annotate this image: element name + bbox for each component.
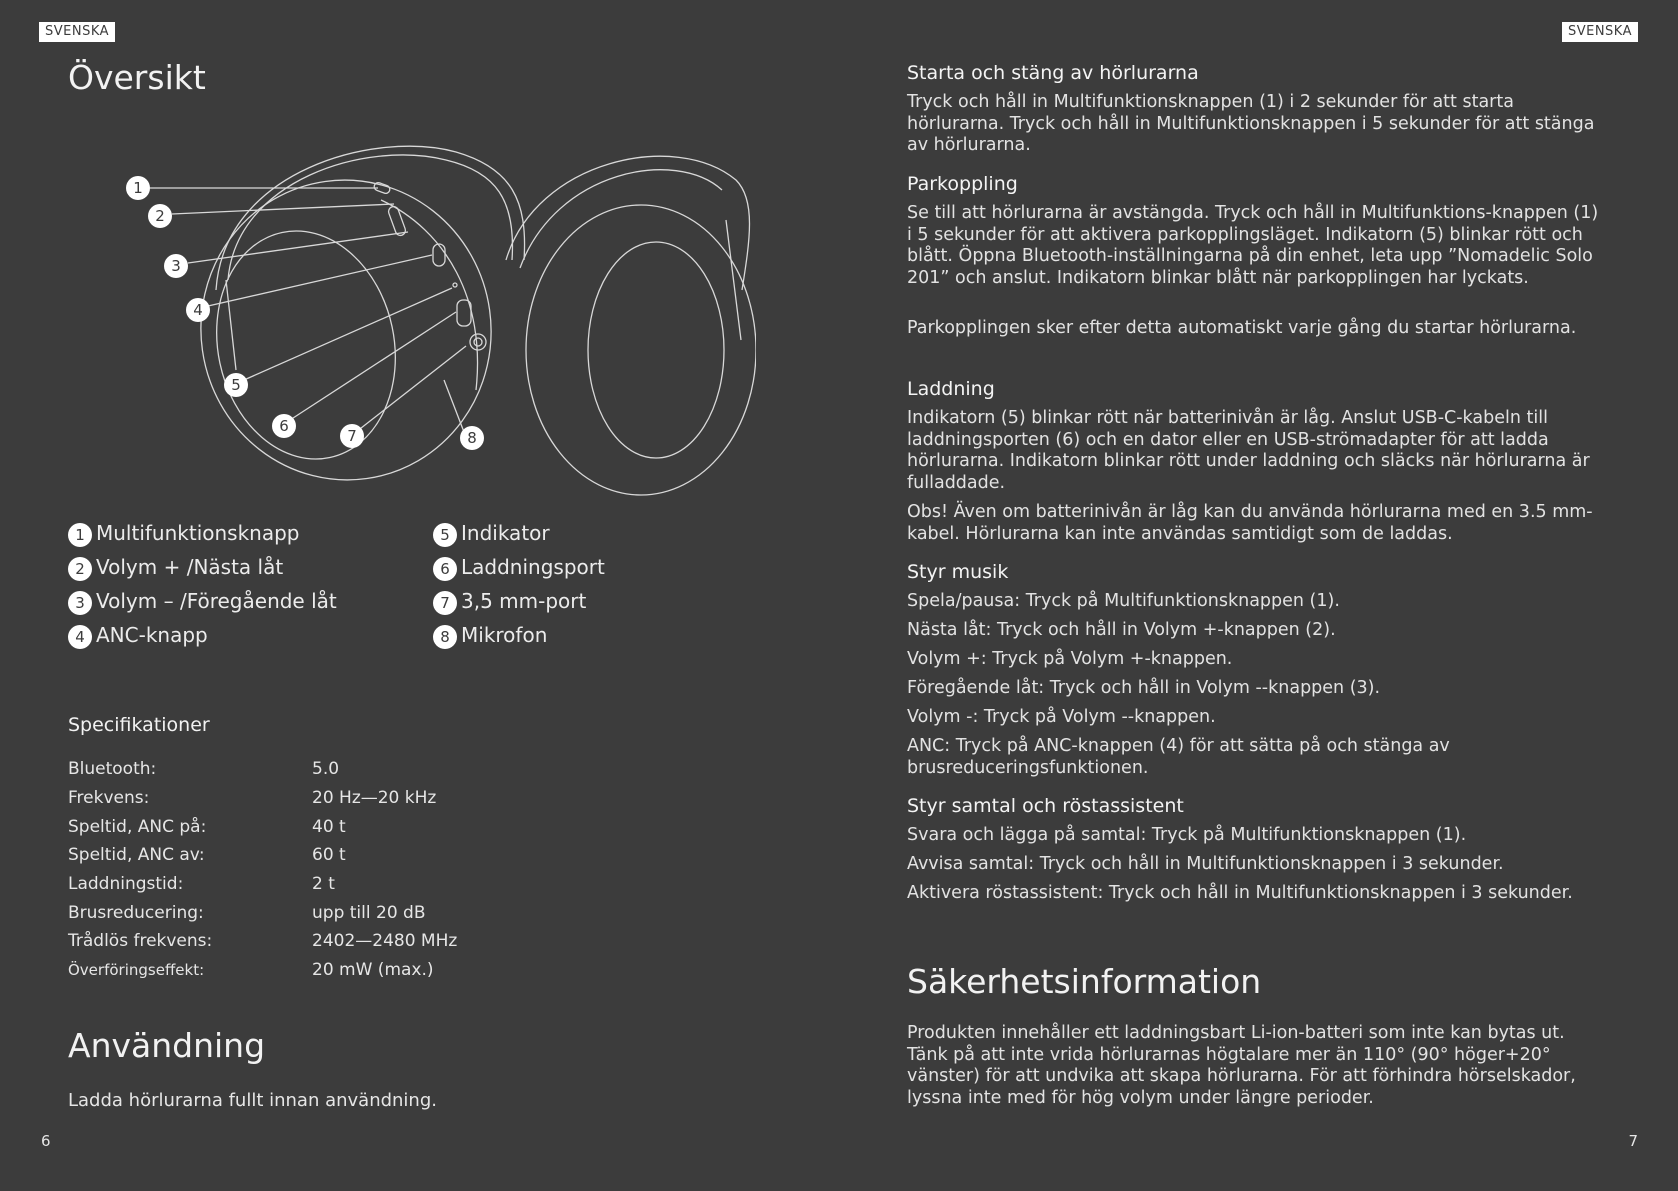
spec-key: Speltid, ANC på: (68, 817, 207, 837)
spec-key: Trådlös frekvens: (68, 931, 213, 951)
paragraph: Obs! Även om batterinivån är låg kan du använda hörlurarna med en 3.5 mm-kabel. Hörlurarna kan inte användas samtidigt som de laddas. (907, 502, 1593, 544)
paragraph: Volym +: Tryck på Volym +-knappen. (907, 649, 1233, 669)
paragraph: Tryck och håll in Multifunktionsknappen (1) i 2 sekunder för att starta hörlurarna. Tryck och håll in Multifunktionsknappen i 5 sekunder för att stänga av hörlurarna. (907, 92, 1595, 155)
overview-title: Översikt (68, 58, 206, 97)
legend-number: 7 (433, 591, 457, 615)
legend-number: 4 (68, 625, 92, 649)
legend-label: 3,5 mm-port (461, 589, 587, 613)
safety-title: Säkerhetsinformation (907, 962, 1262, 1001)
callout-markers (126, 176, 484, 450)
callout-3 (164, 254, 188, 278)
section-title-calls: Styr samtal och röstassistent (907, 795, 1184, 817)
legend-number: 1 (68, 523, 92, 547)
usage-text: Ladda hörlurarna fullt innan användning. (68, 1090, 437, 1111)
spec-value: 2 t (312, 874, 335, 894)
legend-item (433, 622, 547, 648)
legend-label: Multifunktionsknapp (96, 521, 300, 545)
paragraph: Spela/pausa: Tryck på Multifunktionsknappen (1). (907, 591, 1340, 611)
paragraph: Svara och lägga på samtal: Tryck på Multifunktionsknappen (1). (907, 825, 1467, 845)
page-number-left: 6 (41, 1132, 51, 1150)
right-page (907, 0, 1607, 1191)
spec-value: 20 Hz—20 kHz (312, 788, 437, 808)
spec-key: Speltid, ANC av: (68, 845, 205, 865)
legend-label: Volym – /Föregående låt (96, 589, 337, 613)
spec-value: 5.0 (312, 759, 340, 779)
paragraph: ANC: Tryck på ANC-knappen (4) för att sätta på och stänga av brusreduceringsfunktionen. (907, 736, 1450, 778)
spec-value: 60 t (312, 845, 346, 865)
paragraph: Avvisa samtal: Tryck och håll in Multifunktionsknappen i 3 sekunder. (907, 854, 1504, 874)
legend-item (68, 588, 337, 614)
spec-value: 40 t (312, 817, 346, 837)
spec-value: 2402—2480 MHz (312, 931, 458, 951)
headphones-illustration (116, 140, 756, 500)
callout-7 (340, 424, 364, 448)
paragraph: Aktivera röstassistent: Tryck och håll in Multifunktionsknappen i 3 sekunder. (907, 883, 1573, 903)
legend-item (68, 520, 300, 546)
usage-title: Användning (68, 1026, 266, 1065)
legend-item (433, 520, 550, 546)
svg-text:8: 8 (467, 429, 477, 447)
paragraph: Nästa låt: Tryck och håll in Volym +-knappen (2). (907, 620, 1336, 640)
svg-text:4: 4 (193, 301, 203, 319)
svg-text:2: 2 (155, 207, 165, 225)
svg-text:1: 1 (133, 179, 143, 197)
spec-key: Frekvens: (68, 788, 150, 808)
safety-text: Produkten innehåller ett laddningsbart Li-ion-batteri som inte kan bytas ut. Tänk på att inte vrida hörlurarnas högtalare mer än 110° (90° höger+20° vänster) för att undvika att skapa hörlurarna. För att förhindra hörselskador, lyssna inte med för hög volym under längre perioder. (907, 1023, 1576, 1108)
paragraph: Volym -: Tryck på Volym --knappen. (907, 707, 1216, 727)
legend-label: ANC-knapp (96, 623, 208, 647)
specs-title: Specifikationer (68, 714, 210, 736)
svg-text:6: 6 (279, 417, 289, 435)
left-page (68, 0, 828, 1191)
legend-number: 3 (68, 591, 92, 615)
legend-item (68, 554, 283, 580)
legend-item (433, 588, 586, 614)
legend-number: 5 (433, 523, 457, 547)
paragraph: Föregående låt: Tryck och håll in Volym --knappen (3). (907, 678, 1381, 698)
legend-label: Indikator (461, 521, 550, 545)
legend-item (433, 554, 605, 580)
callout-5 (224, 373, 248, 397)
legend-label: Laddningsport (461, 555, 605, 579)
callout-8 (460, 426, 484, 450)
language-label-left: SVENSKA (39, 22, 115, 42)
paragraph: Parkopplingen sker efter detta automatiskt varje gång du startar hörlurarna. (907, 318, 1577, 338)
language-label-right: SVENSKA (1562, 22, 1638, 42)
svg-text:7: 7 (347, 427, 357, 445)
paragraph: Se till att hörlurarna är avstängda. Tryck och håll in Multifunktions-knappen (1) i 5 sekunder för att aktivera parkopplingsläget. Indikatorn (5) blinkar rött och blått. Öppna Bluetooth-inställningarna på din enhet, leta upp ”Nomadelic Solo 201” och anslut. Indikatorn blinkar blått när parkopplingen har lyckats. (907, 203, 1599, 288)
page-number-right: 7 (1628, 1132, 1638, 1150)
svg-text:5: 5 (231, 376, 241, 394)
section-title-power: Starta och stäng av hörlurarna (907, 62, 1199, 84)
legend-label: Mikrofon (461, 623, 548, 647)
paragraph: Indikatorn (5) blinkar rött när batterinivån är låg. Anslut USB-C-kabeln till laddningsporten (6) och en dator eller en USB-strömadapter för att ladda hörlurarna. Indikatorn blinkar rött under laddning och släcks när hörlurarna är fulladdade. (907, 408, 1590, 493)
legend-number: 8 (433, 625, 457, 649)
legend-number: 6 (433, 557, 457, 581)
spec-key: Bluetooth: (68, 759, 157, 779)
spec-value: upp till 20 dB (312, 903, 426, 923)
svg-text:3: 3 (171, 257, 181, 275)
callout-4 (186, 298, 210, 322)
spec-value: 20 mW (max.) (312, 960, 434, 980)
section-title-music: Styr musik (907, 561, 1009, 583)
section-title-pairing: Parkoppling (907, 173, 1018, 195)
spec-key: Brusreducering: (68, 903, 204, 923)
legend-item (68, 622, 208, 648)
callout-2 (148, 204, 172, 228)
legend-number: 2 (68, 557, 92, 581)
spec-key: Laddningstid: (68, 874, 184, 894)
section-title-charging: Laddning (907, 378, 995, 400)
legend-label: Volym + /Nästa låt (96, 555, 284, 579)
callout-6 (272, 414, 296, 438)
spec-key: Överföringseffekt: (68, 961, 205, 979)
callout-1 (126, 176, 150, 200)
